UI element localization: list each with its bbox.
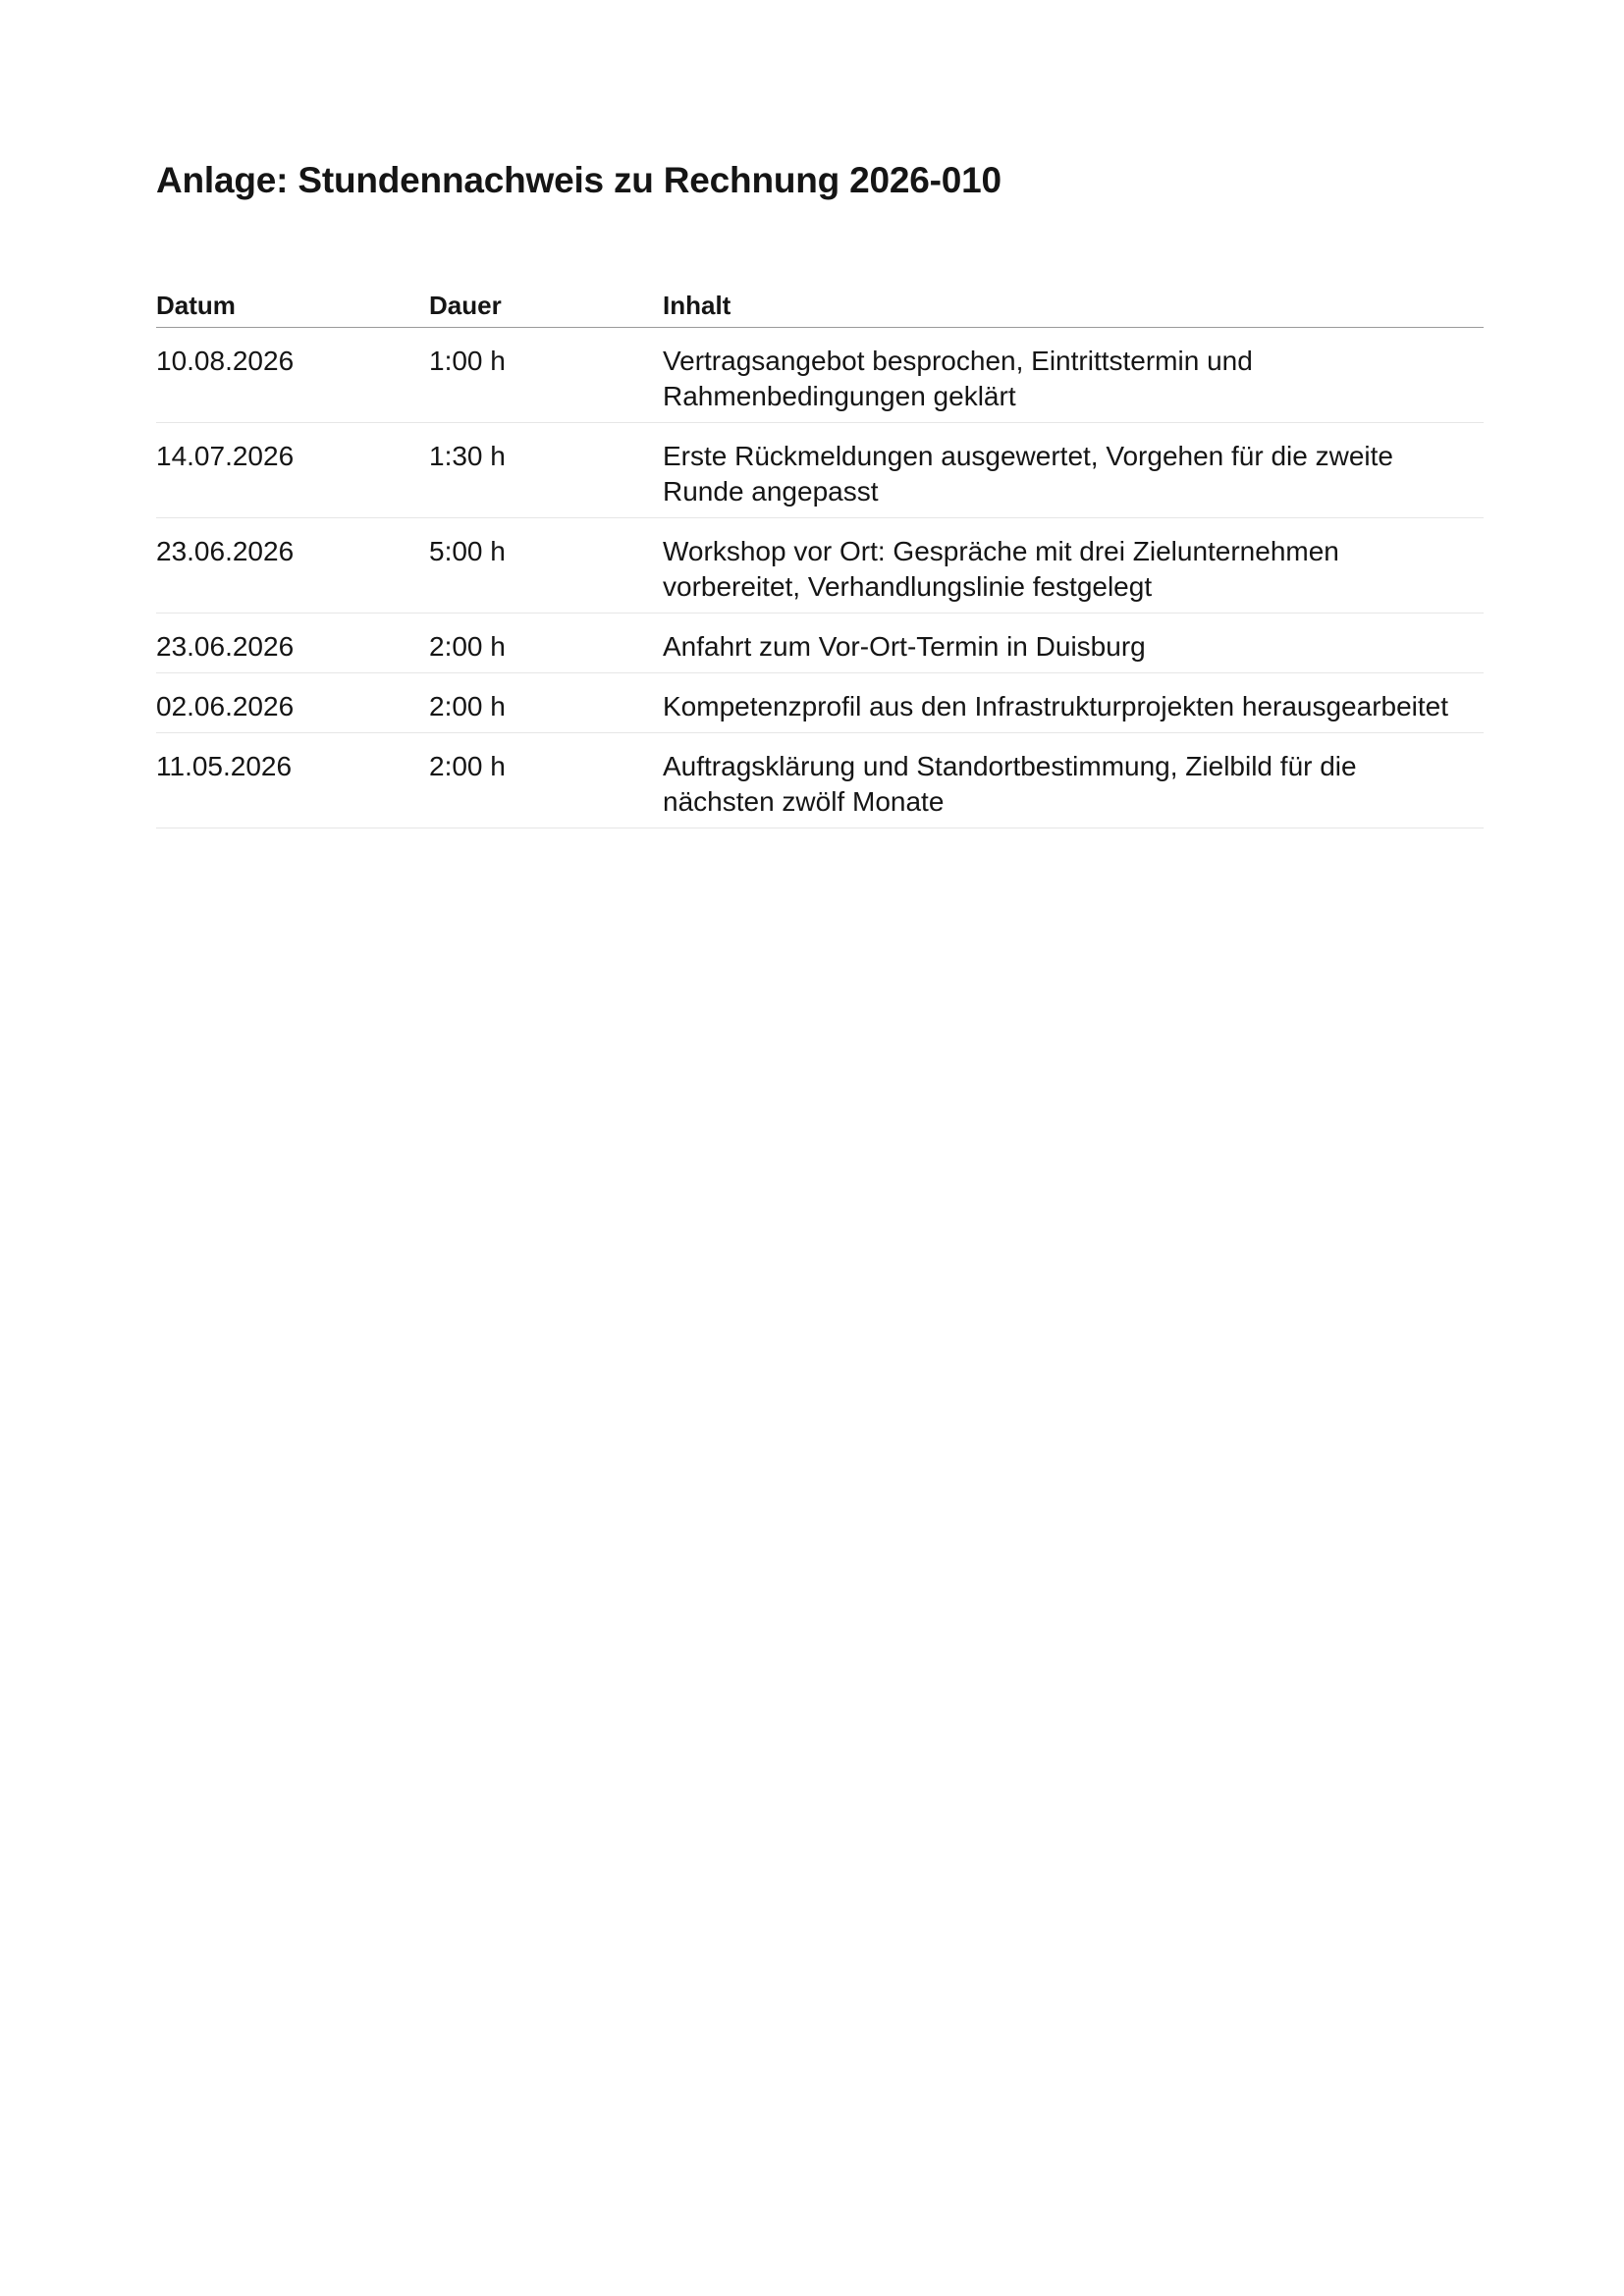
row-content-line: nächsten zwölf Monate bbox=[663, 786, 945, 817]
row-duration: 2:00 h bbox=[429, 631, 506, 662]
row-content bbox=[663, 629, 1484, 665]
row-content bbox=[663, 689, 1484, 724]
row-date: 10.08.2026 bbox=[156, 346, 295, 376]
table-row bbox=[156, 733, 1484, 828]
row-content-line: Auftragsklärung und Standortbestimmung, Zielbild für die bbox=[663, 751, 1357, 781]
table-row bbox=[156, 423, 1484, 518]
row-content-line: Rahmenbedingungen geklärt bbox=[663, 381, 1016, 411]
row-duration: 1:00 h bbox=[429, 346, 506, 376]
row-date: 02.06.2026 bbox=[156, 691, 295, 721]
row-content-line: Vertragsangebot besprochen, Eintrittstermin und bbox=[663, 346, 1253, 376]
column-header-date: Datum bbox=[156, 290, 236, 320]
column-header-duration: Dauer bbox=[429, 290, 502, 320]
table-row bbox=[156, 518, 1484, 614]
row-content-line: Runde angepasst bbox=[663, 476, 879, 507]
table-row bbox=[156, 673, 1484, 733]
row-content bbox=[663, 439, 1484, 509]
row-duration: 1:30 h bbox=[429, 441, 506, 471]
row-duration: 2:00 h bbox=[429, 691, 506, 721]
table-header-row bbox=[156, 283, 1484, 328]
row-content-line: vorbereitet, Verhandlungslinie festgelegt bbox=[663, 571, 1153, 602]
row-content bbox=[663, 749, 1484, 820]
table-row bbox=[156, 614, 1484, 673]
page-title: Anlage: Stundennachweis zu Rechnung 2026-010 bbox=[156, 160, 1001, 200]
table-row bbox=[156, 328, 1484, 423]
row-duration: 5:00 h bbox=[429, 536, 506, 566]
row-duration: 2:00 h bbox=[429, 751, 506, 781]
row-content bbox=[663, 534, 1484, 605]
row-date: 23.06.2026 bbox=[156, 631, 295, 662]
row-date: 23.06.2026 bbox=[156, 536, 295, 566]
column-header-content: Inhalt bbox=[663, 290, 731, 320]
row-content-line: Kompetenzprofil aus den Infrastrukturprojekten herausgearbeitet bbox=[663, 691, 1449, 721]
row-content bbox=[663, 344, 1484, 414]
row-content-line: Erste Rückmeldungen ausgewertet, Vorgehen für die zweite bbox=[663, 441, 1393, 471]
row-date: 11.05.2026 bbox=[156, 751, 293, 781]
timesheet-table bbox=[156, 283, 1484, 828]
row-date: 14.07.2026 bbox=[156, 441, 295, 471]
row-content-line: Anfahrt zum Vor-Ort-Termin in Duisburg bbox=[663, 631, 1146, 662]
row-content-line: Workshop vor Ort: Gespräche mit drei Zielunternehmen bbox=[663, 536, 1339, 566]
